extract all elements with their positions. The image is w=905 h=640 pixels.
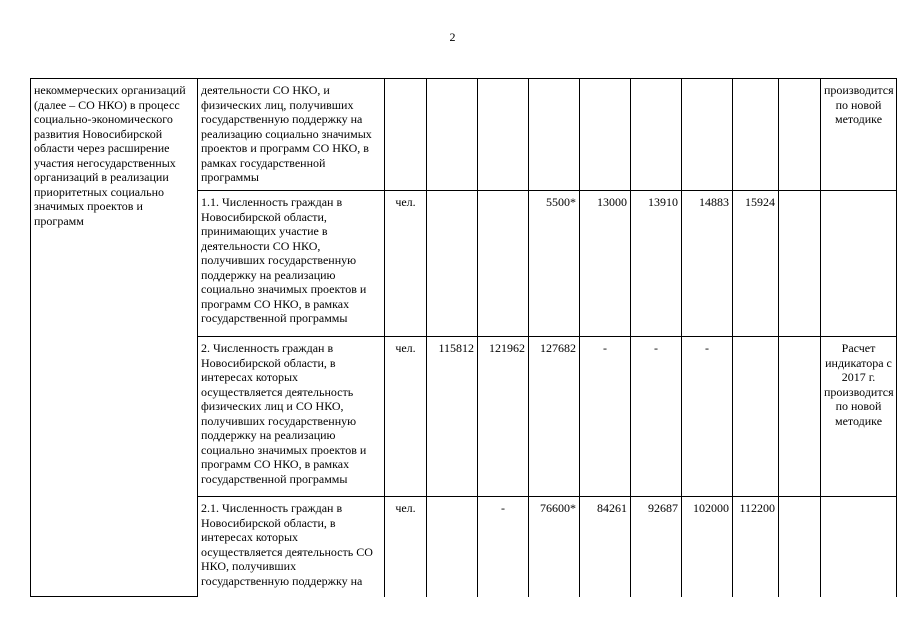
value-cell xyxy=(529,79,580,191)
value-cell xyxy=(427,497,478,597)
value-cell: - xyxy=(580,337,631,497)
value-cell xyxy=(682,79,733,191)
unit-cell: чел. xyxy=(385,191,427,337)
value-cell xyxy=(779,337,821,497)
value-cell: - xyxy=(478,497,529,597)
value-cell xyxy=(427,79,478,191)
value-cell: 84261 xyxy=(580,497,631,597)
value-cell xyxy=(733,337,779,497)
value-cell xyxy=(427,191,478,337)
unit-cell: чел. xyxy=(385,497,427,597)
indicator-cell: 2.1. Численность граждан в Новосибирской области, в интересах которых осуществляется деятельность СО НКО, получивших государственную поддержку на xyxy=(198,497,385,597)
indicator-cell: 1.1. Численность граждан в Новосибирской области, принимающих участие в деятельности СО НКО, получивших государственную поддержку на реализацию социально значимых проектов и программ СО НКО, в рамках государственной программы xyxy=(198,191,385,337)
value-cell: 112200 xyxy=(733,497,779,597)
note-cell: производится по новой методике xyxy=(821,79,897,191)
value-cell: 14883 xyxy=(682,191,733,337)
value-cell: 127682 xyxy=(529,337,580,497)
value-cell xyxy=(478,191,529,337)
value-cell xyxy=(779,191,821,337)
value-cell: 5500* xyxy=(529,191,580,337)
value-cell: 92687 xyxy=(631,497,682,597)
note-cell xyxy=(821,191,897,337)
value-cell xyxy=(779,79,821,191)
unit-cell xyxy=(385,79,427,191)
goal-cell: некоммерческих организаций (далее – СО НКО) в процесс социально-экономического развития Новосибирской области через расширение участия негосударственных организаций в реализации приоритетных социально значимых проектов и программ xyxy=(31,79,198,597)
value-cell xyxy=(478,79,529,191)
value-cell: 76600* xyxy=(529,497,580,597)
value-cell: - xyxy=(682,337,733,497)
indicator-cell: деятельности СО НКО, и физических лиц, получивших государственную поддержку на реализацию социально значимых проектов и программ СО НКО, в рамках государственной программы xyxy=(198,79,385,191)
note-cell xyxy=(821,497,897,597)
unit-cell: чел. xyxy=(385,337,427,497)
value-cell xyxy=(580,79,631,191)
note-cell: Расчет индикатора с 2017 г. производится по новой методике xyxy=(821,337,897,497)
value-cell: 13000 xyxy=(580,191,631,337)
value-cell xyxy=(733,79,779,191)
value-cell xyxy=(631,79,682,191)
value-cell: 15924 xyxy=(733,191,779,337)
page-number: 2 xyxy=(449,30,456,44)
table-row xyxy=(31,79,897,191)
value-cell: 102000 xyxy=(682,497,733,597)
value-cell xyxy=(779,497,821,597)
value-cell: 13910 xyxy=(631,191,682,337)
indicators-table xyxy=(30,78,897,597)
indicator-cell: 2. Численность граждан в Новосибирской области, в интересах которых осуществляется деятельность физических лиц и СО НКО, получивших государственную поддержку на реализацию социально значимых проектов и программ СО НКО, в рамках государственной программы xyxy=(198,337,385,497)
value-cell: - xyxy=(631,337,682,497)
value-cell: 115812 xyxy=(427,337,478,497)
value-cell: 121962 xyxy=(478,337,529,497)
